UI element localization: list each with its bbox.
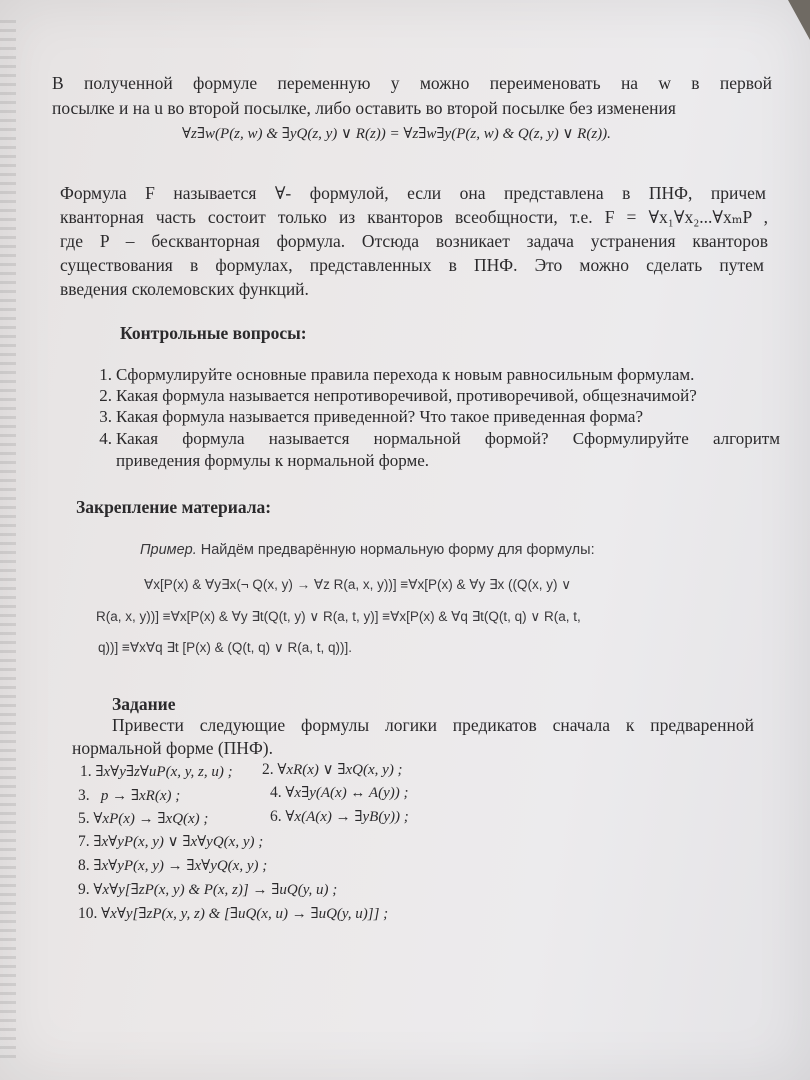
question-text-continuation: приведения формулы к нормальной форме. xyxy=(116,451,430,470)
task-formula: ∀xP(x) → ∃xQ(x) ; xyxy=(93,811,209,827)
assignment-heading: Задание xyxy=(112,694,176,714)
intro-line-1: В полученной формуле переменную y можно переименовать на w в первой xyxy=(52,73,772,93)
task-formula: ∀x∀y[∃zP(x, y) & P(x, z)] → ∃uQ(y, u) ; xyxy=(93,882,338,898)
task-item xyxy=(262,760,403,779)
task-item xyxy=(78,809,208,828)
question-text: Сформулируйте основные правила перехода к новым равносильным формулам. xyxy=(116,365,695,384)
question-number: 2. xyxy=(99,386,112,405)
question-text: Какая формула называется нормальной формой? Сформулируйте алгоритм xyxy=(116,429,780,448)
assignment-line-1: Привести следующие формулы логики предикатов сначала к предваренной xyxy=(112,715,754,735)
task-number: 9. xyxy=(78,881,90,898)
task-number: 5. xyxy=(78,810,90,827)
example-label: Пример. xyxy=(140,542,197,558)
question-text: Какая формула называется непротиворечивой, противоречивой, общезначимой? xyxy=(116,386,697,405)
assignment-line-2: нормальной форме (ПНФ). xyxy=(72,738,273,758)
definition-line-5: введения сколемовских функций. xyxy=(60,279,309,299)
task-item xyxy=(270,807,409,826)
question-item xyxy=(90,385,780,406)
example-line-1: ∀x[P(x) & ∀y∃x(¬ Q(x, y) → ∀z R(a, x, y))] ≡∀x[P(x) & ∀y ∃x ((Q(x, y) ∨ xyxy=(144,577,572,592)
task-item xyxy=(78,880,337,899)
task-formula: p → ∃xR(x) ; xyxy=(100,788,181,804)
task-number: 6. xyxy=(270,808,282,825)
task-item xyxy=(78,786,180,805)
task-number: 10. xyxy=(78,905,98,922)
task-formula: ∀x∀y[∃zP(x, y, z) & [∃uQ(x, u) → ∃uQ(y, u)]] ; xyxy=(101,906,389,922)
question-item xyxy=(90,428,780,449)
task-item xyxy=(270,783,408,802)
example-intro xyxy=(140,542,595,558)
task-formula: ∀x∃y(A(x) ↔ A(y)) ; xyxy=(285,785,409,801)
questions-heading: Контрольные вопросы: xyxy=(120,323,307,343)
question-item xyxy=(90,364,780,385)
task-formula: ∃x∀yP(x, y) → ∃x∀yQ(x, y) ; xyxy=(93,858,268,874)
task-formula: ∃x∀y∃z∀uP(x, y, z, u) ; xyxy=(95,764,233,780)
example-text: Найдём предварённую нормальную форму для формулы: xyxy=(196,542,595,558)
definition-line-1: Формула F называется ∀- формулой, если она представлена в ПНФ, причем xyxy=(60,183,766,203)
task-item xyxy=(78,832,263,851)
task-item xyxy=(78,904,388,923)
task-item xyxy=(78,856,267,875)
example-line-3: q))] ≡∀x∀q ∃t [P(x) & (Q(t, q) ∨ R(a, t, q))]. xyxy=(98,640,353,655)
task-number: 4. xyxy=(270,784,282,801)
question-number: 1. xyxy=(99,365,112,384)
definition-line-4: существования в формулах, представленных в ПНФ. Это можно сделать путем xyxy=(60,255,764,275)
task-formula: ∃x∀yP(x, y) ∨ ∃x∀yQ(x, y) ; xyxy=(93,834,264,850)
intro-formula: ∀z∃w(P(z, w) & ∃yQ(z, y) ∨ R(z)) = ∀z∃w∃y(P(z, w) & Q(z, y) ∨ R(z)). xyxy=(182,126,611,142)
task-number: 1. xyxy=(80,763,92,780)
task-number: 2. xyxy=(262,761,274,778)
task-number: 7. xyxy=(78,833,90,850)
definition-line-3: где P – бескванторная формула. Отсюда возникает задача устранения кванторов xyxy=(60,231,768,251)
consolidation-heading: Закрепление материала: xyxy=(76,497,272,517)
task-number: 3. xyxy=(78,787,90,804)
binder-edge xyxy=(0,20,16,1060)
example-line-2: R(a, x, y))] ≡∀x[P(x) & ∀y ∃t(Q(t, y) ∨ R(a, t, y)] ≡∀x[P(x) & ∀q ∃t(Q(t, q) ∨ R(a, t, xyxy=(96,609,581,624)
question-item xyxy=(90,406,780,427)
task-formula: ∀xR(x) ∨ ∃xQ(x, y) ; xyxy=(277,762,403,778)
question-number: 3. xyxy=(99,407,112,426)
intro-line-2: посылке и на u во второй посылке, либо оставить во второй посылке без изменения xyxy=(52,98,676,118)
definition-line-2: кванторная часть состоит только из кванторов всеобщности, т.е. F = ∀x₁∀x₂...∀xₘP , xyxy=(60,207,768,227)
question-number: 4. xyxy=(99,429,112,448)
task-formula: ∀x(A(x) → ∃yB(y)) ; xyxy=(285,809,409,825)
question-text: Какая формула называется приведенной? Что такое приведенная форма? xyxy=(116,407,643,426)
task-number: 8. xyxy=(78,857,90,874)
task-item xyxy=(80,762,233,781)
